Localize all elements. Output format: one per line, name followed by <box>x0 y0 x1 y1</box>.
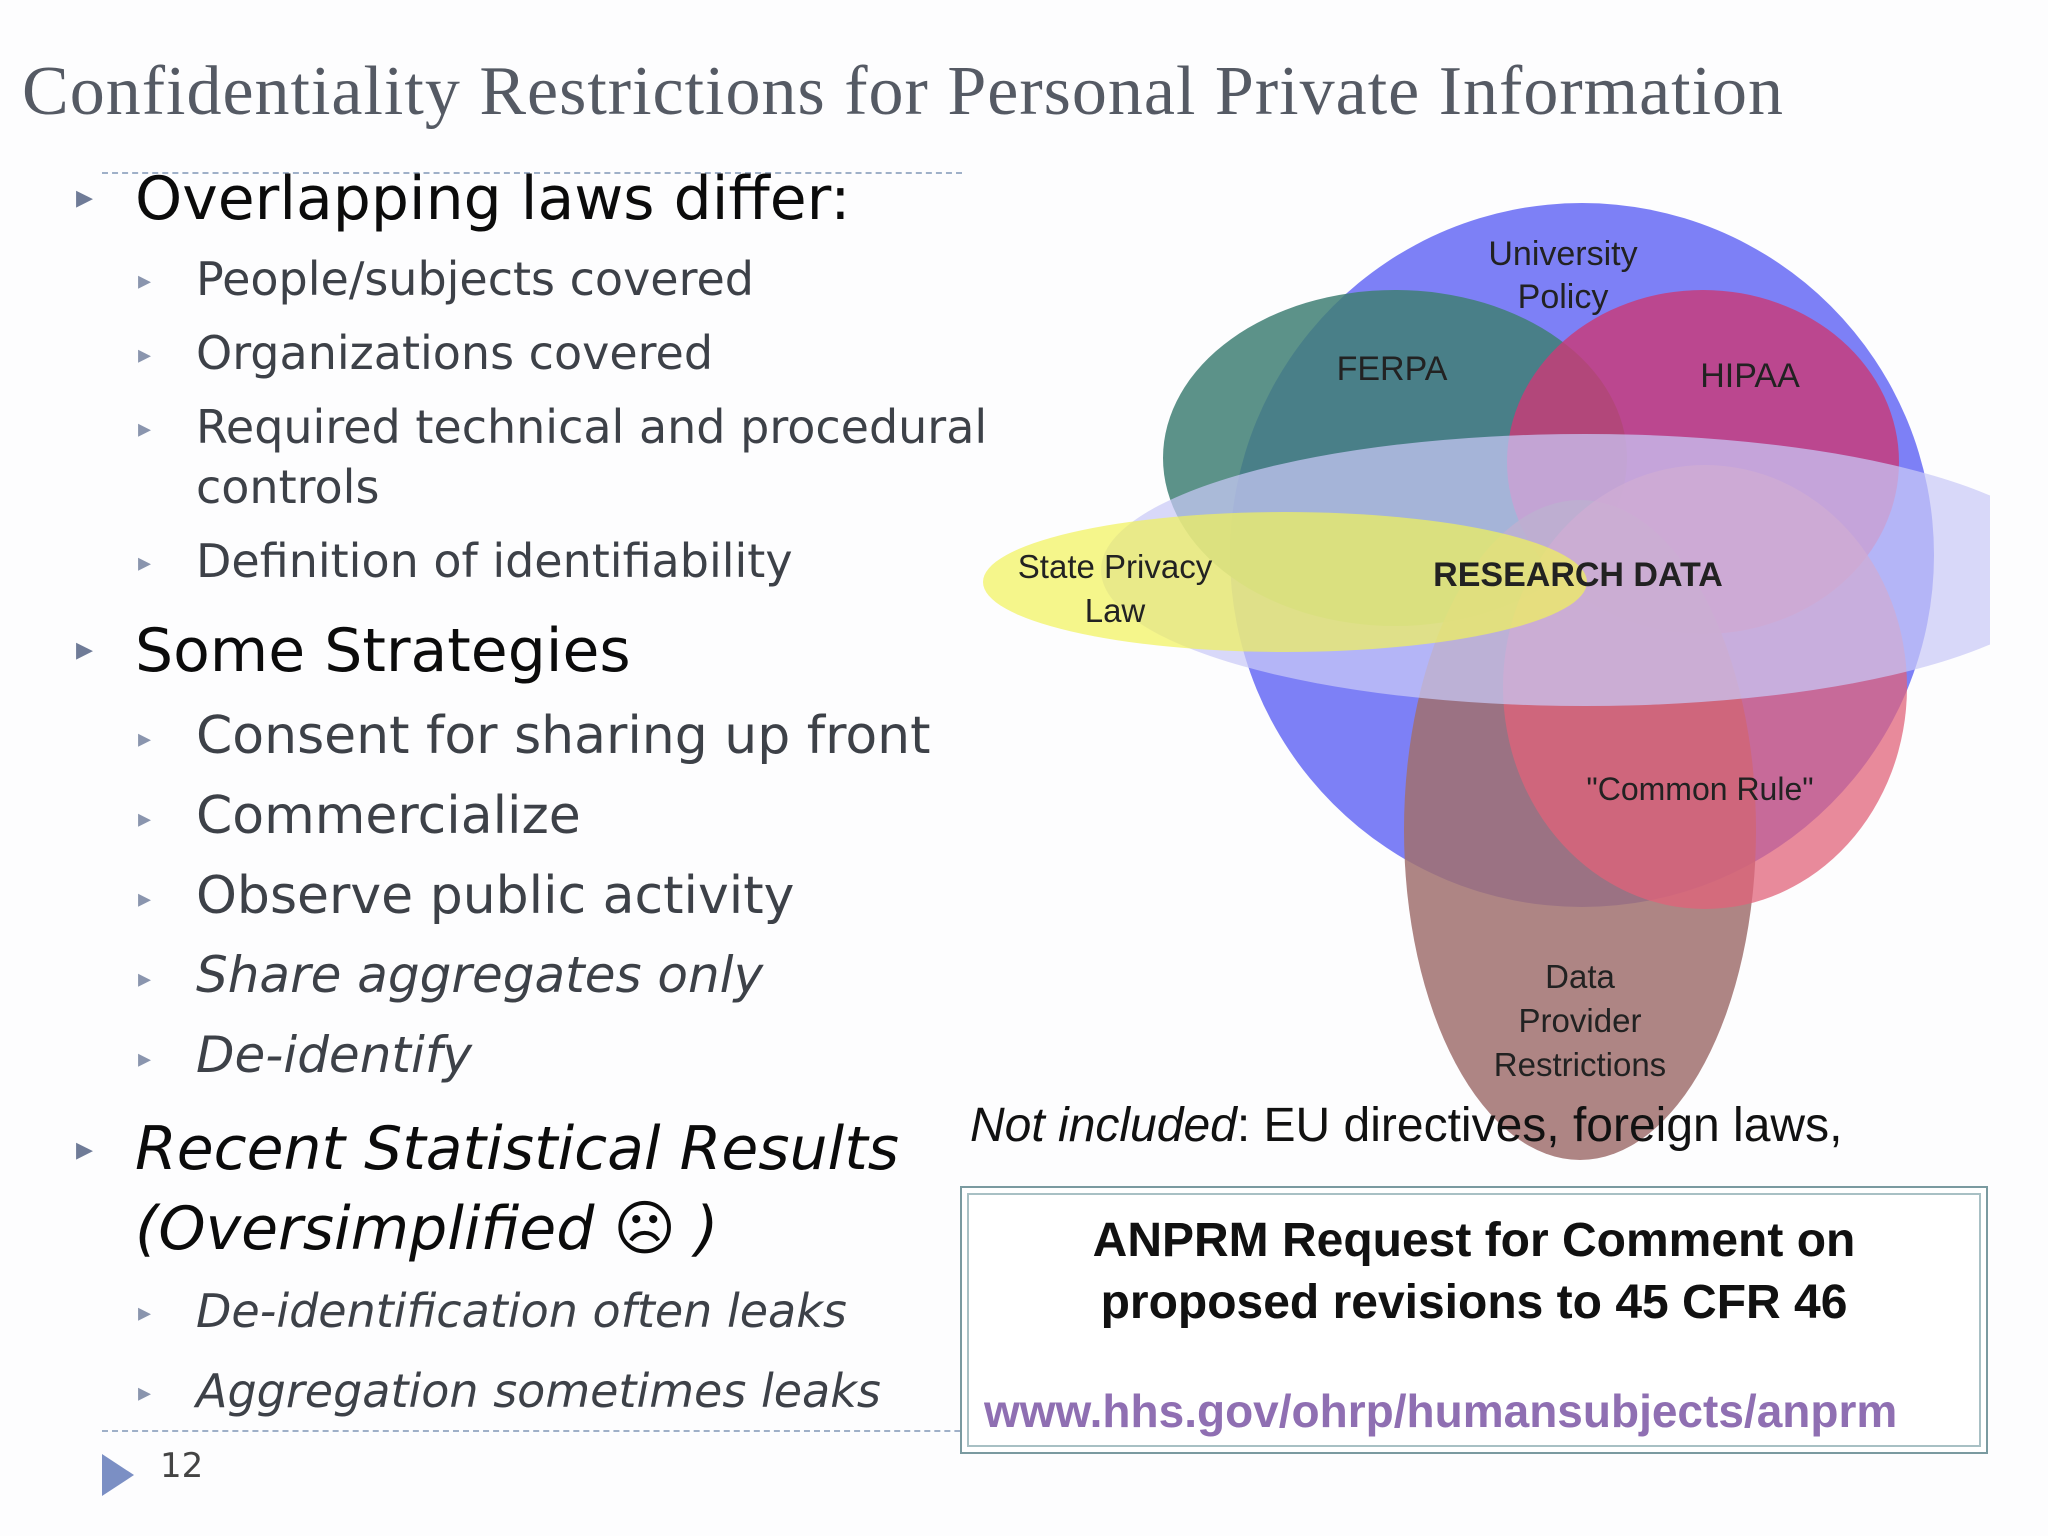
bullet-heading: Some Strategies <box>135 616 631 686</box>
anprm-title-line1: ANPRM Request for Comment on <box>1092 1214 1856 1267</box>
sub-bullet-arrow-icon: ▸ <box>138 1378 152 1408</box>
sub-bullet-arrow-icon: ▸ <box>138 724 152 754</box>
state-privacy-law-label-line1: State Privacy <box>1017 548 1213 585</box>
sub-bullet-continued: controls <box>196 460 380 514</box>
research-data-label: RESEARCH DATA <box>1433 556 1723 594</box>
sub-bullet-arrow-icon: ▸ <box>138 548 152 578</box>
sub-bullet: Definition of identifiability <box>196 534 793 588</box>
sub-bullet: Commercialize <box>196 786 581 846</box>
common-rule-label: "Common Rule" <box>1586 771 1814 807</box>
data-provider-label-line3: Restrictions <box>1493 1046 1667 1083</box>
sub-bullet: Aggregation sometimes leaks <box>196 1364 881 1418</box>
data-provider-label-line2: Provider <box>1518 1002 1642 1039</box>
sub-bullet-arrow-icon: ▸ <box>138 340 152 370</box>
data-provider-label-line1: Data <box>1545 958 1615 995</box>
not-included-text: : EU directives, foreign laws, <box>1236 1099 1843 1152</box>
anprm-title <box>962 1210 1986 1334</box>
sub-bullet: People/subjects covered <box>196 252 754 306</box>
sub-bullet: De-identify <box>196 1026 473 1084</box>
sub-bullet-arrow-icon: ▸ <box>138 804 152 834</box>
sub-bullet-arrow-icon: ▸ <box>138 414 152 444</box>
anprm-title-line2: proposed revisions to 45 CFR 46 <box>1100 1276 1848 1329</box>
sub-bullet: Required technical and procedural <box>196 400 988 454</box>
state-privacy-law-label-line2: Law <box>1084 592 1146 629</box>
anprm-callout-box <box>960 1186 1988 1454</box>
sub-bullet: Organizations covered <box>196 326 714 380</box>
sub-bullet-arrow-icon: ▸ <box>138 884 152 914</box>
hipaa-label: HIPAA <box>1700 357 1800 395</box>
sub-bullet-arrow-icon: ▸ <box>138 1044 152 1074</box>
bullet-heading: Recent Statistical Results <box>135 1114 900 1184</box>
page-number: 12 <box>160 1446 204 1486</box>
bullet-heading-continued: (Oversimplified ☹ ) <box>135 1194 719 1264</box>
bullet-arrow-icon: ▸ <box>76 177 94 217</box>
bullet-heading: Overlapping laws differ: <box>135 164 851 234</box>
bullet-arrow-icon: ▸ <box>76 1129 94 1169</box>
sub-bullet: Share aggregates only <box>196 946 764 1004</box>
sub-bullet-arrow-icon: ▸ <box>138 964 152 994</box>
regulation-venn-diagram <box>960 200 1990 1160</box>
slide-title: Confidentiality Restrictions for Personal Private Information <box>22 53 1785 130</box>
ferpa-label: FERPA <box>1336 350 1448 388</box>
sub-bullet: De-identification often leaks <box>196 1284 847 1338</box>
sub-bullet: Consent for sharing up front <box>196 706 931 766</box>
slide-arrow-icon <box>100 1452 136 1498</box>
university-policy-label-line2: Policy <box>1517 278 1609 316</box>
sub-bullet: Observe public activity <box>196 866 795 926</box>
sub-bullet-arrow-icon: ▸ <box>138 1298 152 1328</box>
anprm-url-link[interactable]: www.hhs.gov/ohrp/humansubjects/anprm <box>984 1385 1898 1437</box>
university-policy-label-line1: University <box>1488 235 1638 273</box>
bullet-arrow-icon: ▸ <box>76 629 94 669</box>
not-included-note <box>970 1098 1842 1153</box>
sub-bullet-arrow-icon: ▸ <box>138 266 152 296</box>
not-included-label: Not included <box>970 1099 1237 1152</box>
